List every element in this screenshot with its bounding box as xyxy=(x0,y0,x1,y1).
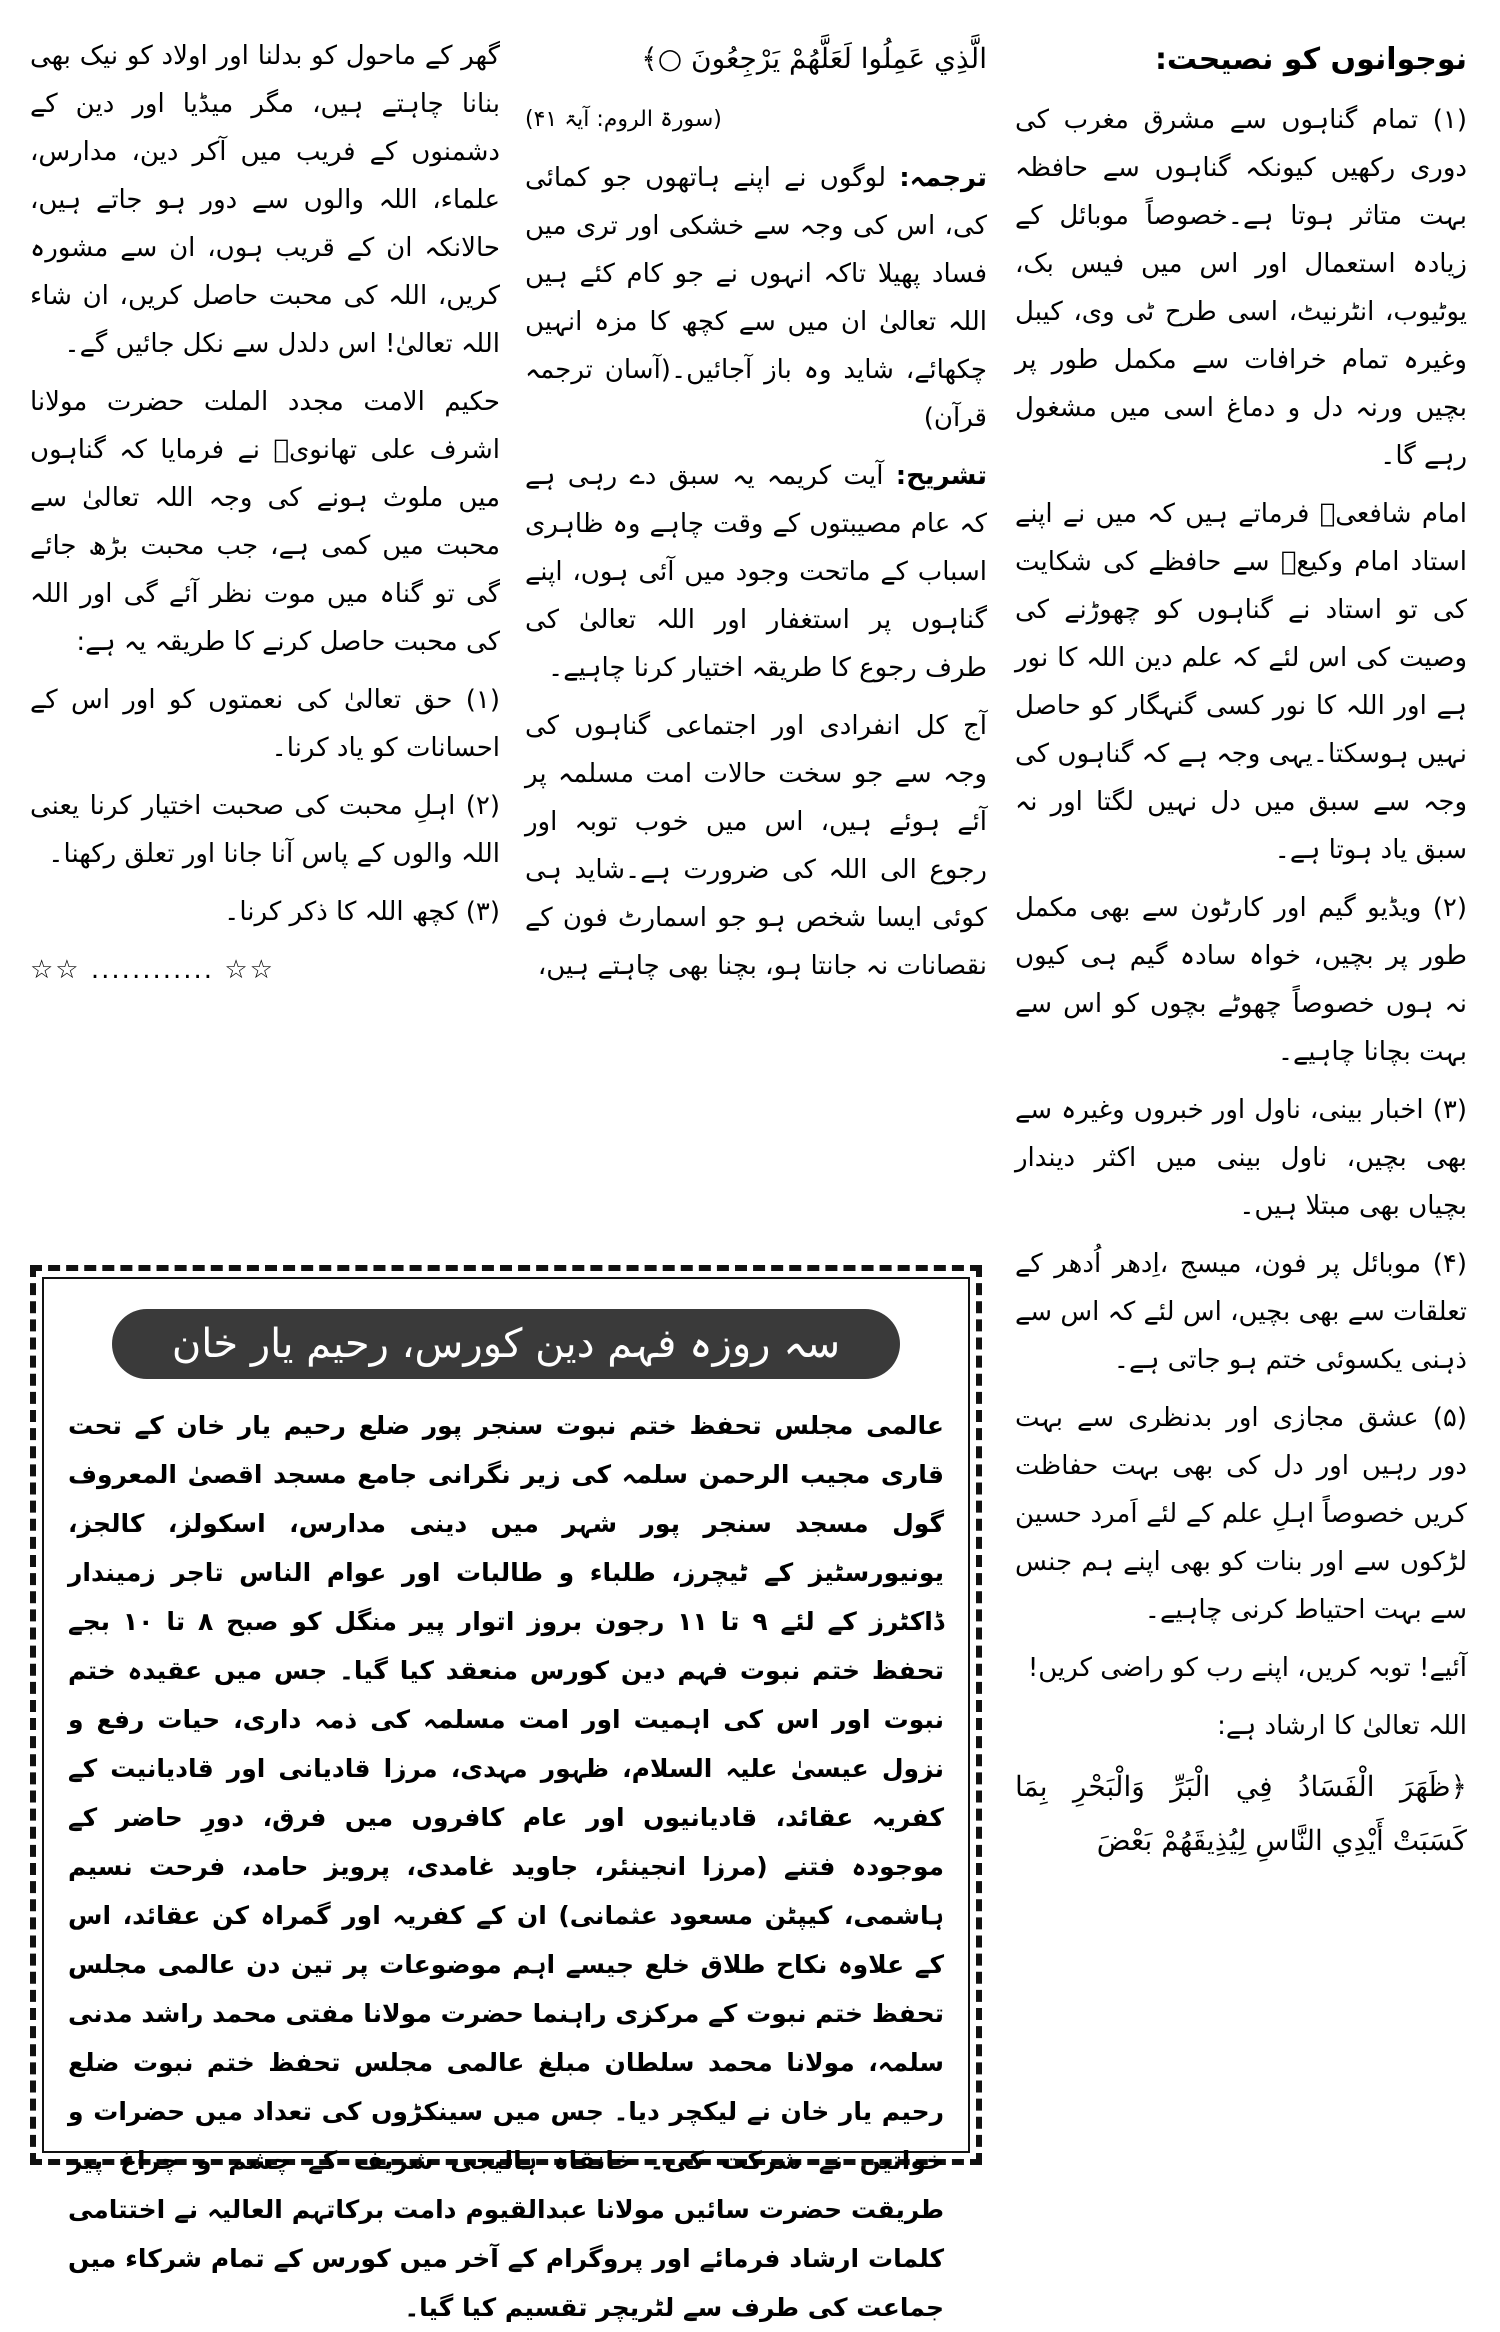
paragraph: آج کل انفرادی اور اجتماعی گناہوں کی وجہ سے جو سخت حالات امت مسلمہ پر آئے ہوئے ہیں، اس میں خوب توبہ اور رجوع الی اللہ کی ضرورت ہے۔شاید ہی کوئی ایسا شخص ہو جو اسمارٹ فون کے نقصانات نہ جانتا ہو، بچنا بھی چاہتے ہیں، xyxy=(525,711,987,981)
list-item: (۱) حق تعالیٰ کی نعمتوں کو اور اس کے احسانات کو یاد کرنا۔ xyxy=(30,685,500,763)
announcement-text: عالمی مجلس تحفظ ختم نبوت سنجر پور ضلع رحیم یار خان کے تحت قاری مجیب الرحمن سلمہ کی زیر نگرانی جامع مسجد اقصیٰ المعروف گول مسجد سنجر پور شہر میں دینی مدارس، اسکولز، کالجز، یونیورسٹیز کے ٹیچرز، طلباء و طالبات اور عوام الناس تاجر زمیندار ڈاکٹرز کے لئے ۹ تا ۱۱ رجون بروز اتوار پیر منگل کو صبح ۸ تا ۱۰ بجے تحفظ ختم نبوت فہم دین کورس منعقد کیا گیا۔ جس میں عقیدہ ختم نبوت اور اس کی اہمیت اور امت مسلمہ کی ذمہ داری، حیات رفع و نزول عیسیٰ علیہ السلام، ظہور مہدی، مرزا قادیانی اور قادیانیت کے کفریہ عقائد، قادیانیوں اور عام کافروں میں فرق، دورِ حاضر کے موجودہ فتنے (مرزا انجینئر، جاوید غامدی، پرویز حامد، فرحت نسیم ہاشمی، کیپٹن مسعود عثمانی) ان کے کفریہ اور گمراہ کن عقائد، اس کے علاوہ نکاح طلاق خلع جیسے اہم موضوعات پر تین دن عالمی مجلس تحفظ ختم نبوت کے مرکزی راہنما حضرت مولانا مفتی محمد راشد مدنی سلمہ، مولانا محمد سلطان مبلغ عالمی مجلس تحفظ ختم نبوت ضلع رحیم یار خان نے لیکچر دیا۔ جس میں سینکڑوں کی تعداد میں حضرات و خواتین نے شرکت کی۔ خانقاہ ہالیجی شریف کے چشم و چراغ پیر طریقت حضرت سائیں مولانا عبدالقیوم دامت برکاتہم العالیہ نے اختتامی کلمات ارشاد فرمائے اور پروگرام کے آخر میں کورس کے تمام شرکاء میں جماعت کی طرف سے لٹریچر تقسیم کیا گیا۔ xyxy=(68,1411,944,2322)
paragraph: اللہ تعالیٰ کا ارشاد ہے: xyxy=(1217,1711,1467,1741)
tashreeh-paragraph xyxy=(525,452,987,692)
paragraph: (۱) تمام گناہوں سے مشرق مغرب کی دوری رکھیں کیونکہ گناہوں سے حافظہ بہت متاثر ہوتا ہے۔خصوصاً موبائل کے زیادہ استعمال اور اس میں فیس بک، یوٹیوب، انٹرنیٹ، اسی طرح ٹی وی، کیبل وغیرہ تمام خرافات سے مکمل طور پر بچیں ورنہ دل و دماغ اسی میں مشغول رہے گا۔ xyxy=(1015,105,1467,471)
translation-paragraph xyxy=(525,154,987,442)
tashreeh-label: تشریح: xyxy=(895,461,987,491)
paragraph: گھر کے ماحول کو بدلنا اور اولاد کو نیک بھی بنانا چاہتے ہیں، مگر میڈیا اور دین کے دشمنوں کے فریب میں آکر دین، مدارس، علماء، اللہ والوں سے دور ہو جاتے ہیں، حالانکہ ان کے قریب ہوں، ان سے مشورہ کریں، اللہ کی محبت حاصل کریں، ان شاء اللہ تعالیٰ! اس دلدل سے نکل جائیں گے۔ xyxy=(30,41,500,359)
paragraph: آئیے! توبہ کریں، اپنے رب کو راضی کریں! xyxy=(1027,1653,1467,1683)
quran-verse: ﴿ظَهَرَ الْفَسَادُ فِي الْبَرِّ وَالْبَحْرِ بِمَا كَسَبَتْ أَيْدِي النَّاسِ لِيُذِيقَهُمْ بَعْضَ xyxy=(1015,1770,1467,1857)
column-right xyxy=(1015,32,1467,2182)
column-left xyxy=(30,32,500,1222)
announcement-body xyxy=(68,1401,944,2322)
paragraph: امام شافعیؒ فرماتے ہیں کہ میں نے اپنے استاد امام وکیعؒ سے حافظے کی شکایت کی تو استاد نے گناہوں کو چھوڑنے کی وصیت کی اس لئے کہ علم دین اللہ کا نور ہے اور اللہ کا نور کسی گنہگار کو حاصل نہیں ہوسکتا۔یہی وجہ ہے کہ گناہوں کی وجہ سے سبق میں دل نہیں لگتا اور نہ سبق یاد ہوتا ہے۔ xyxy=(1015,499,1467,865)
tashreeh-text: آیت کریمہ یہ سبق دے رہی ہے کہ عام مصیبتوں کے وقت چاہے وہ ظاہری اسباب کے ماتحت وجود میں آئی ہوں، اپنے گناہوں پر استغفار اور اللہ تعالیٰ کی طرف رجوع کا طریقہ اختیار کرنا چاہیے۔ xyxy=(525,461,987,683)
paragraph: (۳) اخبار بینی، ناول اور خبروں وغیرہ سے بھی بچیں، ناول بینی میں اکثر دیندار بچیاں بھی مبتلا ہیں۔ xyxy=(1015,1095,1467,1221)
quran-verse-end: الَّذِي عَمِلُوا لَعَلَّهُمْ يَرْجِعُونَ ○﴾ xyxy=(641,42,987,75)
paragraph: (۵) عشق مجازی اور بدنظری سے بہت دور رہیں اور دل کی بھی بہت حفاظت کریں خصوصاً اہلِ علم کے لئے اَمرد حسین لڑکوں سے اور بنات کو بھی اپنے ہم جنس سے بہت احتیاط کرنی چاہیے۔ xyxy=(1015,1403,1467,1625)
column-middle xyxy=(525,32,987,1222)
section-heading: نوجوانوں کو نصیحت: xyxy=(1154,42,1467,77)
list-item: (۲) اہلِ محبت کی صحبت اختیار کرنا یعنی اللہ والوں کے پاس آنا جانا اور تعلق رکھنا۔ xyxy=(30,791,500,869)
translation-text: لوگوں نے اپنے ہاتھوں جو کمائی کی، اس کی وجہ سے خشکی اور تری میں فساد پھیلا تاکہ انہوں نے جو کام کئے ہیں اللہ تعالیٰ ان میں سے کچھ کا مزہ انہیں چکھائے، شاید وہ باز آجائیں۔(آسان ترجمہ قرآن) xyxy=(525,163,987,433)
announcement-title: سہ روزہ فہم دین کورس، رحیم یار خان xyxy=(112,1309,900,1379)
translation-label: ترجمہ: xyxy=(899,163,987,193)
announcement-box xyxy=(30,1265,982,2322)
paragraph: حکیم الامت مجدد الملت حضرت مولانا اشرف علی تھانویؒ نے فرمایا کہ گناہوں میں ملوث ہونے کی وجہ اللہ تعالیٰ سے محبت میں کمی ہے، جب محبت بڑھ جائے گی تو گناہ میں موت نظر آئے گی اور اللہ کی محبت حاصل کرنے کا طریقہ یہ ہے: xyxy=(30,387,500,657)
section-divider-stars: ☆☆ ............ ☆☆ xyxy=(30,955,275,985)
paragraph: (۲) ویڈیو گیم اور کارٹون سے بھی مکمل طور پر بچیں، خواہ سادہ گیم ہی کیوں نہ ہوں خصوصاً چھوٹے بچوں کو اس سے بہت بچانا چاہیے۔ xyxy=(1015,893,1467,1067)
paragraph: (۴) موبائل پر فون، میسج ،اِدھر اُدھر کے تعلقات سے بھی بچیں، اس لئے کہ اس سے ذہنی یکسوئی ختم ہو جاتی ہے۔ xyxy=(1015,1249,1467,1375)
list-item: (۳) کچھ اللہ کا ذکر کرنا۔ xyxy=(224,897,500,927)
verse-reference: (سورۃ الروم: آیۃ ۴۱) xyxy=(525,107,722,132)
